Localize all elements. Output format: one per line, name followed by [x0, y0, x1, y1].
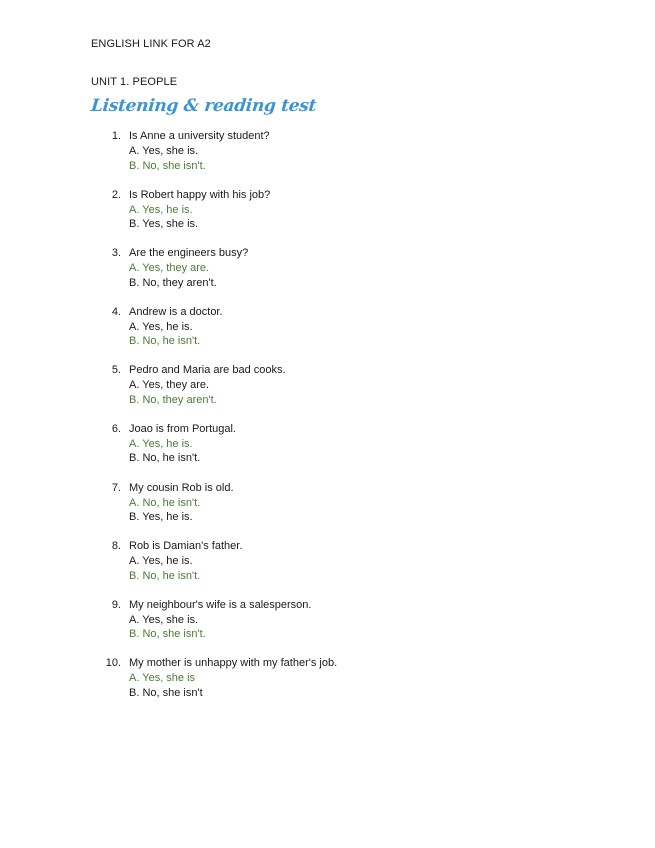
answer-option-b: B. No, he isn't. — [129, 335, 201, 348]
question-item — [0, 364, 655, 423]
question-number: 7. — [111, 481, 121, 494]
answer-option-a: A. Yes, she is. — [129, 145, 199, 157]
question-text: My mother is unhappy with my father's job. — [129, 657, 338, 670]
question-number: 2. — [111, 188, 121, 201]
question-item — [0, 306, 655, 365]
answer-option-a: A. Yes, he is. — [129, 203, 193, 216]
question-text: Are the engineers busy? — [129, 247, 249, 260]
question-number: 3. — [111, 247, 121, 260]
question-text: Andrew is a doctor. — [129, 305, 223, 318]
question-text: Is Anne a university student? — [129, 130, 270, 142]
question-item — [0, 599, 655, 658]
answer-option-a: A. Yes, they are. — [129, 262, 210, 275]
question-text: My neighbour's wife is a salesperson. — [129, 598, 312, 611]
answer-option-a: A. No, he isn't. — [129, 496, 201, 509]
question-item — [0, 540, 655, 599]
answer-option-b: B. No, they aren't. — [129, 393, 217, 406]
answer-option-a: A. Yes, he is. — [129, 437, 193, 450]
question-number: 10. — [105, 657, 121, 670]
answer-option-b: B. No, she isn't — [129, 686, 203, 699]
answer-option-b: B. No, he isn't. — [129, 569, 201, 582]
question-text: Is Robert happy with his job? — [129, 188, 271, 201]
answer-option-b: B. No, they aren't. — [129, 276, 217, 289]
question-text: Rob is Damian's father. — [129, 540, 243, 553]
question-item — [0, 189, 655, 248]
question-number: 8. — [111, 540, 121, 553]
document-header: ENGLISH LINK FOR A2 — [91, 38, 211, 50]
question-item — [0, 657, 655, 716]
answer-option-b: B. No, she isn't. — [129, 628, 206, 641]
answer-option-a: A. Yes, he is. — [129, 555, 193, 568]
question-number: 6. — [111, 422, 121, 435]
question-item — [0, 130, 655, 189]
question-list — [0, 130, 655, 716]
question-number: 5. — [111, 364, 121, 377]
question-item — [0, 247, 655, 306]
unit-title: UNIT 1. PEOPLE — [91, 76, 178, 88]
question-text: My cousin Rob is old. — [129, 481, 234, 494]
answer-option-b: B. No, he isn't. — [129, 452, 201, 465]
question-item — [0, 423, 655, 482]
question-number: 4. — [111, 305, 121, 318]
answer-option-b: B. Yes, she is. — [129, 218, 199, 231]
answer-option-a: A. Yes, she is — [129, 672, 196, 685]
answer-option-a: A. Yes, she is. — [129, 613, 199, 626]
test-heading: Listening & reading test — [90, 96, 318, 116]
question-number: 1. — [111, 130, 121, 142]
answer-option-b: B. Yes, he is. — [129, 511, 193, 524]
answer-option-a: A. Yes, they are. — [129, 379, 210, 392]
answer-option-b: B. No, she isn't. — [129, 159, 206, 172]
question-text: Pedro and Maria are bad cooks. — [129, 364, 286, 377]
answer-option-a: A. Yes, he is. — [129, 320, 193, 333]
question-number: 9. — [111, 598, 121, 611]
question-item — [0, 482, 655, 541]
question-text: Joao is from Portugal. — [129, 422, 236, 435]
